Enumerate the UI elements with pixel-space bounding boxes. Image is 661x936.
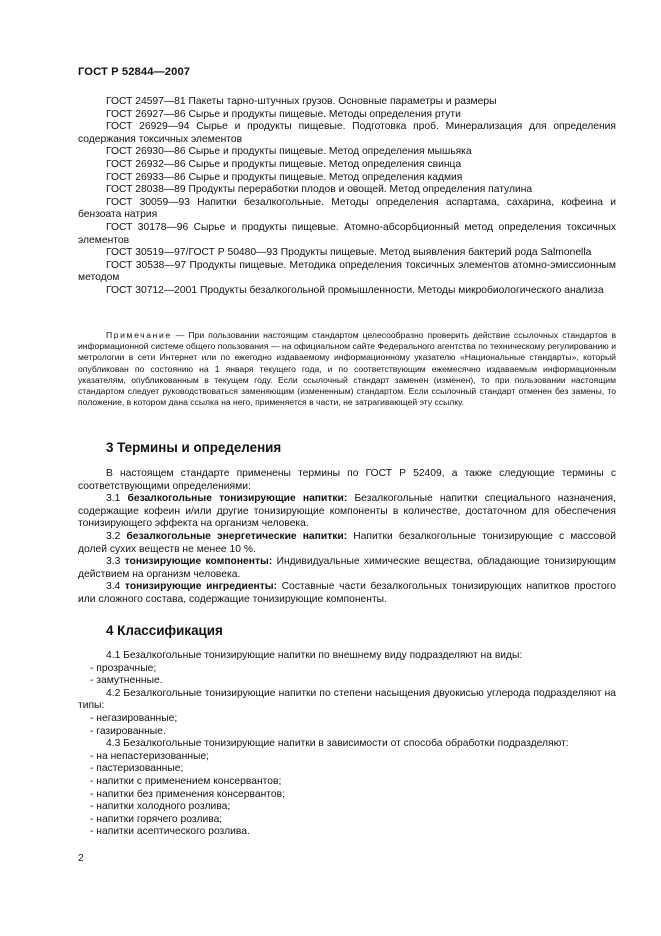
term-definition: Составные части безалкогольных тонизирующих напитков простого или сложного состава, содержащие тонизирующие компоненты. bbox=[78, 581, 616, 605]
term-definition: Напитки безалкогольные тонизирующие с массовой долей сухих веществ не менее 10 %. bbox=[78, 530, 616, 555]
clause-4-3: 4.3 Безалкогольные тонизирующие напитки в зависимости от способа обработки подразделяют: bbox=[106, 738, 569, 750]
reference-item: ГОСТ 26930—86 Сырье и продукты пищевые. Метод определения мышьяка bbox=[106, 146, 472, 158]
section-4-heading: 4 Классификация bbox=[106, 623, 223, 638]
page-number: 2 bbox=[78, 853, 84, 864]
reference-item: ГОСТ 28038—89 Продукты переработки плодов и овощей. Метод определения патулина bbox=[106, 184, 533, 196]
references-list bbox=[78, 96, 616, 298]
term-3-4: 3.4 тонизирующие ингредиенты: Составные части безалкогольных тонизирующих напитков простого или сложного состава, содержащие тонизирующие компоненты. bbox=[78, 581, 616, 605]
note-block bbox=[78, 330, 616, 408]
reference-item: ГОСТ 30178—96 Сырье и продукты пищевые. Атомно-абсорбционный метод определения токсичных элементов bbox=[78, 221, 616, 246]
list-item: - газированные. bbox=[90, 725, 166, 737]
section-3 bbox=[78, 440, 616, 607]
reference-item: ГОСТ 24597—81 Пакеты тарно-штучных грузов. Основные параметры и размеры bbox=[106, 96, 497, 107]
list-item: - напитки асептического розлива. bbox=[90, 826, 250, 838]
note-text: — При пользовании настоящим стандартом целесообразно проверить действие ссылочных стандартов в информационной системе общего пользования — на официальном сайте Федерального агентства по техническому регулированию и метрологии в сети Интернет или по ежегодно издаваемому информационному указателю «Национальные стандарты», который опубликован по состоянию на 1 января текущего года, и по соответствующим ежемесячно издаваемым информационным указателям, опубликованным в текущем году. Если ссылочный стандарт заменен (изменен), то при пользовании настоящим стандартом следует руководствоваться заменяющим (измененным) стандартом. Если ссылочный стандарт отменен без замены, то положение, в котором дана ссылка на него, применяется в части, не затрагивающей эту ссылку. bbox=[78, 330, 617, 408]
term-definition: Индивидуальные химические вещества, обладающие тонизирующим действием на организм человека. bbox=[78, 556, 616, 580]
section-4 bbox=[78, 623, 616, 839]
reference-item: ГОСТ 30059—93 Напитки безалкогольные. Методы определения аспартама, сахарина, кофеина и бензоата натрия bbox=[78, 196, 616, 221]
term-name: безалкогольные энергетические напитки: bbox=[126, 530, 348, 542]
reference-item: ГОСТ 30712—2001 Продукты безалкогольной промышленности. Методы микробиологического анализа bbox=[106, 284, 604, 296]
reference-item: ГОСТ 26927—86 Сырье и продукты пищевые. Методы определения ртути bbox=[106, 108, 461, 120]
reference-item: ГОСТ 26932—86 Сырье и продукты пищевые. Метод определения свинца bbox=[106, 158, 462, 170]
list-item: - напитки холодного розлива; bbox=[90, 801, 231, 813]
list-item: - напитки без применения консервантов; bbox=[90, 788, 285, 800]
list-item: - негазированные; bbox=[90, 712, 178, 724]
list-item: - напитки горячего розлива; bbox=[90, 813, 223, 825]
reference-item: ГОСТ 30538—97 Продукты пищевые. Методика определения токсичных элементов атомно-эмиссионным методом bbox=[78, 259, 616, 284]
term-3-2: 3.2 безалкогольные энергетические напитки: Напитки безалкогольные тонизирующие с массовой долей сухих веществ не менее 10 %. bbox=[78, 530, 616, 555]
term-name: тонизирующие ингредиенты: bbox=[124, 581, 278, 593]
term-name: безалкогольные тонизирующие напитки: bbox=[127, 493, 348, 505]
clause-4-2: 4.2 Безалкогольные тонизирующие напитки по степени насыщения двуокисью углерода подразделяют на типы: bbox=[78, 687, 616, 712]
term-3-1: 3.1 безалкогольные тонизирующие напитки: Безалкогольные напитки специального назначения, содержащие кофеин и/или другие тонизирующие компоненты в количестве, достаточном для обеспечения тонизирующего эффекта на организм человека. bbox=[78, 493, 616, 530]
list-item: - на непастеризованные; bbox=[90, 750, 210, 762]
term-name: тонизирующие компоненты: bbox=[124, 556, 273, 568]
note-paragraph bbox=[78, 330, 616, 408]
reference-item: ГОСТ 26929—94 Сырье и продукты пищевые. Подготовка проб. Минерализация для определения содержания токсичных элементов bbox=[78, 121, 616, 145]
reference-item: ГОСТ 26933—86 Сырье и продукты пищевые. Метод определения кадмия bbox=[106, 171, 463, 183]
list-item: - пастеризованные; bbox=[90, 763, 184, 775]
list-item: - напитки с применением консервантов; bbox=[90, 775, 282, 787]
term-definition: Безалкогольные напитки специального назначения, содержащие кофеин и/или другие тонизирующие компоненты в количестве, достаточном для обеспечения тонизирующего эффекта на организм человека. bbox=[78, 493, 616, 530]
document-header: ГОСТ Р 52844—2007 bbox=[78, 66, 191, 78]
list-item: - замутненные. bbox=[90, 675, 163, 687]
list-item: - прозрачные; bbox=[90, 662, 157, 674]
term-3-3: 3.3 тонизирующие компоненты: Индивидуальные химические вещества, обладающие тонизирующим действием на организм человека. bbox=[78, 556, 616, 580]
note-label: Примечание bbox=[106, 330, 172, 340]
section-3-intro: В настоящем стандарте применены термины по ГОСТ Р 52409, а также следующие термины с соответствующими определениями: bbox=[78, 468, 616, 492]
section-3-heading: 3 Термины и определения bbox=[106, 440, 282, 455]
clause-4-1: 4.1 Безалкогольные тонизирующие напитки по внешнему виду подразделяют на виды: bbox=[106, 650, 523, 661]
reference-item: ГОСТ 30519—97/ГОСТ Р 50480—93 Продукты пищевые. Метод выявления бактерий рода Salmonella bbox=[106, 247, 592, 259]
